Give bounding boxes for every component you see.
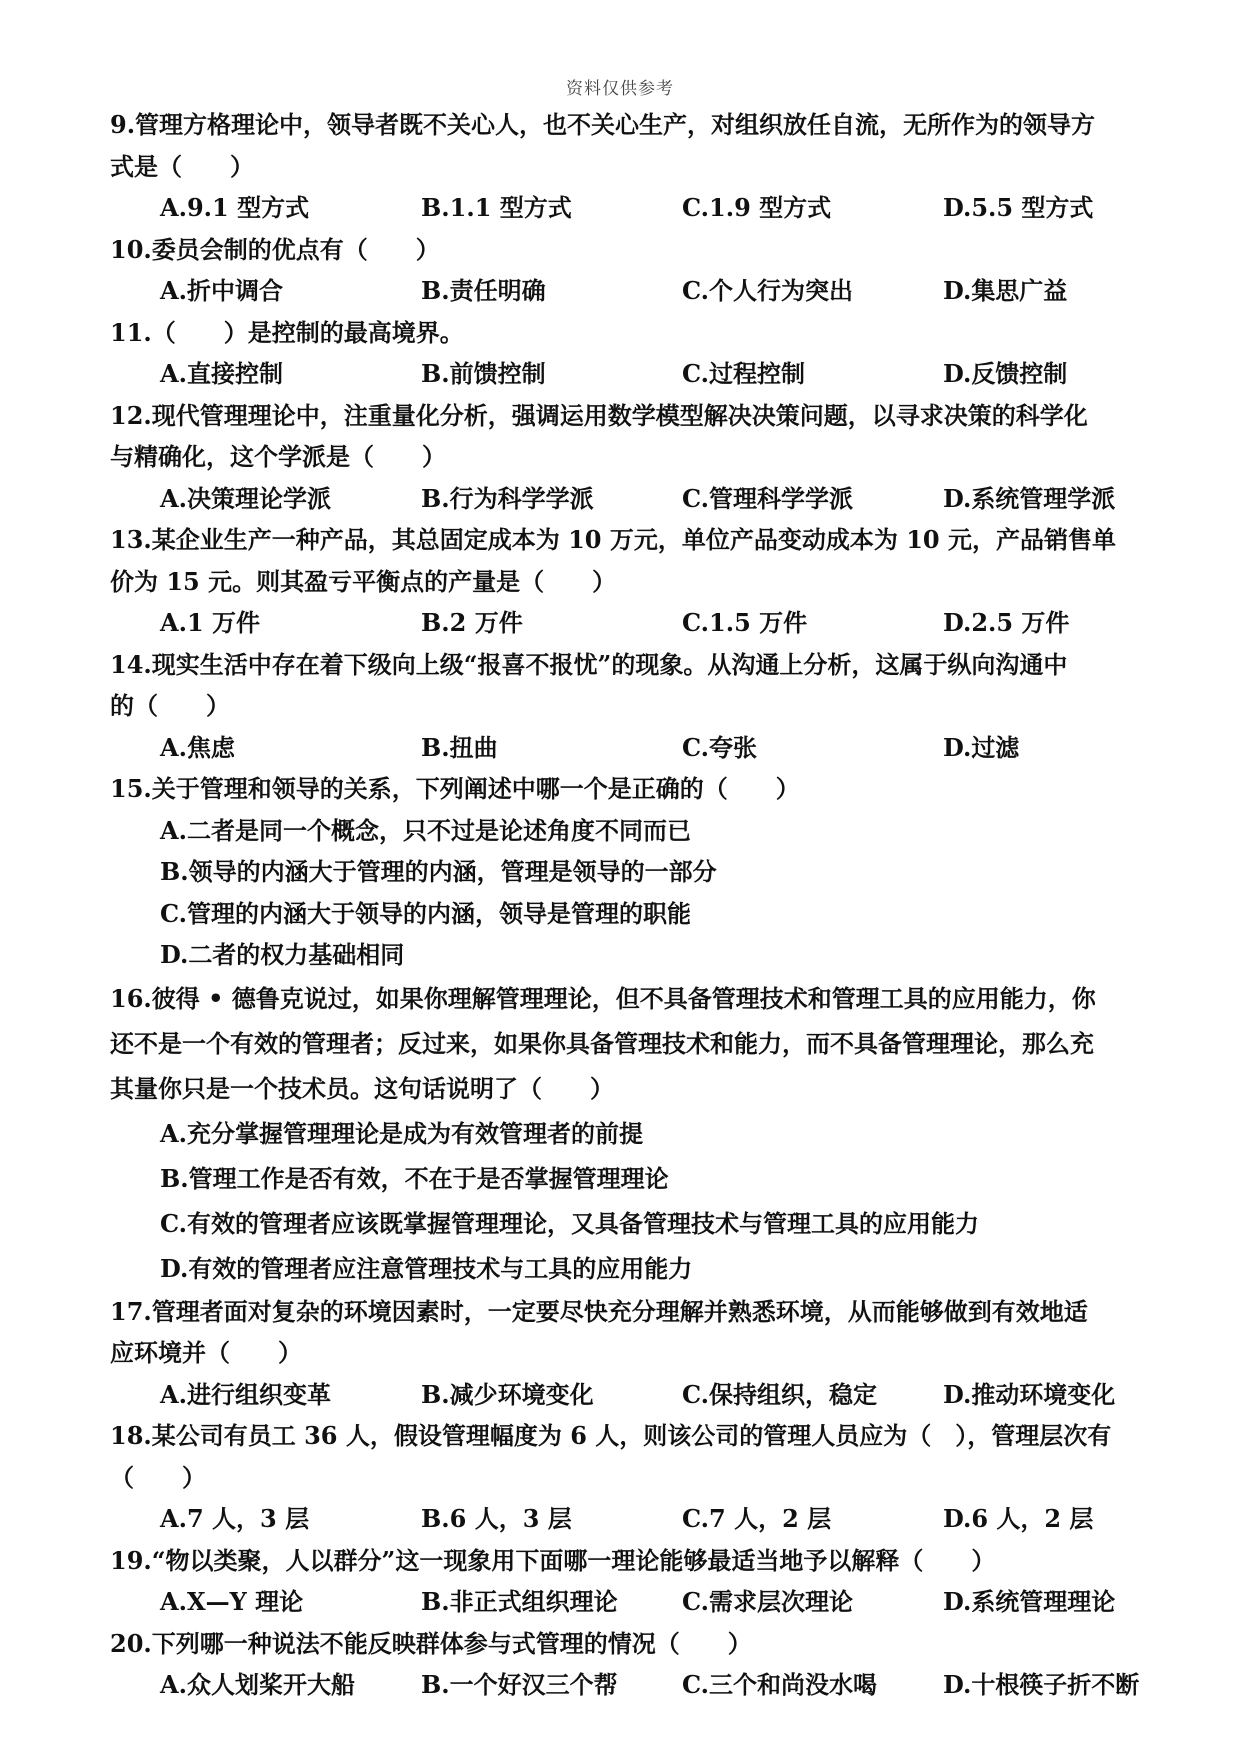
- question-13: [110, 519, 1150, 644]
- option-c: C.夸张: [682, 732, 758, 762]
- question-list: [110, 104, 1150, 1706]
- option-b: B.扭曲: [421, 732, 498, 762]
- question-15: [110, 768, 1150, 976]
- question-10: [110, 229, 1150, 312]
- option-a: A.直接控制: [160, 359, 283, 388]
- question-14: [110, 644, 1150, 769]
- question-stem-line: 17.管理者面对复杂的环境因素时，一定要尽快充分理解并熟悉环境，从而能够做到有效地适: [110, 1296, 1088, 1326]
- question-stem-line: 10.委员会制的优点有（ ）: [110, 234, 440, 264]
- question-stem-line: 价为 15 元。则其盈亏平衡点的产量是（ ）: [110, 566, 617, 596]
- option-c: C.1.5 万件: [682, 608, 808, 637]
- option-b: B.6 人，3 层: [421, 1504, 572, 1533]
- question-stem-line: 14.现实生活中存在着下级向上级“报喜不报忧”的现象。从沟通上分析，这属于纵向沟通中: [110, 649, 1068, 679]
- page-header: 资料仅供参考: [566, 79, 674, 99]
- options-row: [110, 270, 1150, 312]
- option-c: C.1.9 型方式: [682, 193, 832, 222]
- option-b: B.2 万件: [421, 608, 523, 637]
- options-row: [110, 1374, 1150, 1416]
- question-stem-line: 还不是一个有效的管理者；反过来，如果你具备管理技术和能力，而不具备管理理论，那么充: [110, 1028, 1094, 1058]
- question-stem-line: 11.（ ）是控制的最高境界。: [110, 317, 464, 347]
- question-stem-line: 13.某企业生产一种产品，其总固定成本为 10 万元，单位产品变动成本为 10 元，产品销售单: [110, 525, 1116, 554]
- options-row: [110, 353, 1150, 395]
- option-b: B.一个好汉三个帮: [421, 1670, 618, 1699]
- option-c: C.过程控制: [682, 359, 806, 388]
- option-c: C.需求层次理论: [682, 1587, 854, 1616]
- question-stem-line: （ ）: [110, 1462, 206, 1492]
- option-b: B.管理工作是否有效，不在于是否掌握管理理论: [160, 1163, 669, 1193]
- question-20: [110, 1623, 1150, 1706]
- option-c: C.管理的内涵大于领导的内涵，领导是管理的职能: [160, 898, 692, 928]
- question-stem-line: 式是（ ）: [110, 151, 254, 181]
- question-stem-line: 15.关于管理和领导的关系，下列阐述中哪一个是正确的（ ）: [110, 774, 800, 803]
- option-a: A.二者是同一个概念，只不过是论述角度不同而已: [160, 815, 691, 845]
- option-d: D.集思广益: [943, 276, 1068, 305]
- option-a: A.充分掌握管理理论是成为有效管理者的前提: [160, 1118, 643, 1148]
- option-a: A.7 人，3 层: [160, 1504, 310, 1533]
- option-c: C.7 人，2 层: [682, 1504, 832, 1533]
- question-19: [110, 1540, 1150, 1623]
- question-stem-line: 20.下列哪一种说法不能反映群体参与式管理的情况（ ）: [110, 1628, 752, 1658]
- option-b: B.1.1 型方式: [421, 193, 572, 222]
- option-d: D.6 人，2 层: [943, 1504, 1094, 1533]
- question-stem-line: 应环境并（ ）: [110, 1338, 302, 1367]
- option-a: A.众人划桨开大船: [160, 1670, 355, 1699]
- option-a: A.焦虑: [160, 732, 235, 762]
- option-a: A.1 万件: [160, 608, 261, 637]
- question-stem-line: 19.“物以类聚，人以群分”这一现象用下面哪一理论能够最适当地予以解释（ ）: [110, 1545, 996, 1575]
- question-stem-line: 的（ ）: [110, 691, 230, 720]
- option-b: B.行为科学学派: [421, 483, 594, 513]
- options-row: [110, 727, 1150, 769]
- question-stem-line: 与精确化，这个学派是（ ）: [110, 442, 446, 471]
- question-16: [110, 976, 1150, 1291]
- question-11: [110, 312, 1150, 395]
- option-c: C.个人行为突出: [682, 276, 854, 305]
- option-d: D.十根筷子折不断: [943, 1670, 1140, 1699]
- option-c: C.有效的管理者应该既掌握管理理论，又具备管理技术与管理工具的应用能力: [160, 1208, 980, 1238]
- option-d: D.系统管理理论: [943, 1587, 1116, 1616]
- option-a: A.9.1 型方式: [160, 193, 310, 222]
- question-stem-line: 16.彼得 • 德鲁克说过，如果你理解管理理论，但不具备管理技术和管理工具的应用能力，你: [110, 983, 1096, 1013]
- option-d: D.系统管理学派: [943, 483, 1116, 513]
- option-a: A.进行组织变革: [160, 1379, 331, 1409]
- option-b: B.非正式组织理论: [421, 1587, 618, 1616]
- option-d: D.反馈控制: [943, 359, 1068, 388]
- option-c: C.保持组织，稳定: [682, 1379, 878, 1409]
- question-stem-line: 18.某公司有员工 36 人，假设管理幅度为 6 人，则该公司的管理人员应为（ ），管理层次有: [110, 1421, 1112, 1450]
- options-row: [110, 187, 1150, 229]
- option-d: D.有效的管理者应注意管理技术与工具的应用能力: [160, 1253, 693, 1283]
- question-17: [110, 1291, 1150, 1416]
- option-b: B.责任明确: [421, 276, 546, 305]
- question-stem-line: 9.管理方格理论中，领导者既不关心人，也不关心生产，对组织放任自流，无所作为的领导方: [110, 110, 1096, 139]
- options-row: [110, 1581, 1150, 1623]
- option-c: C.管理科学学派: [682, 483, 854, 513]
- option-b: B.减少环境变化: [421, 1379, 594, 1409]
- option-a: A.X—Y 理论: [160, 1587, 304, 1616]
- option-a: A.折中调合: [160, 276, 283, 305]
- option-d: D.5.5 型方式: [943, 193, 1094, 222]
- question-12: [110, 395, 1150, 520]
- option-d: D.二者的权力基础相同: [160, 940, 405, 969]
- option-b: B.前馈控制: [421, 359, 546, 388]
- option-d: D.推动环境变化: [943, 1379, 1116, 1409]
- option-c: C.三个和尚没水喝: [682, 1670, 878, 1699]
- question-18: [110, 1415, 1150, 1540]
- options-row: [110, 478, 1150, 520]
- option-b: B.领导的内涵大于管理的内涵，管理是领导的一部分: [160, 857, 717, 886]
- options-row: [110, 602, 1150, 644]
- question-stem-line: 其量你只是一个技术员。这句话说明了（ ）: [110, 1073, 614, 1103]
- option-d: D.过滤: [943, 732, 1020, 762]
- options-row: [110, 1498, 1150, 1540]
- question-stem-line: 12.现代管理理论中，注重量化分析，强调运用数学模型解决决策问题，以寻求决策的科学化: [110, 400, 1088, 430]
- options-row: [110, 1664, 1150, 1706]
- option-d: D.2.5 万件: [943, 608, 1070, 637]
- question-9: [110, 104, 1150, 229]
- option-a: A.决策理论学派: [160, 483, 331, 513]
